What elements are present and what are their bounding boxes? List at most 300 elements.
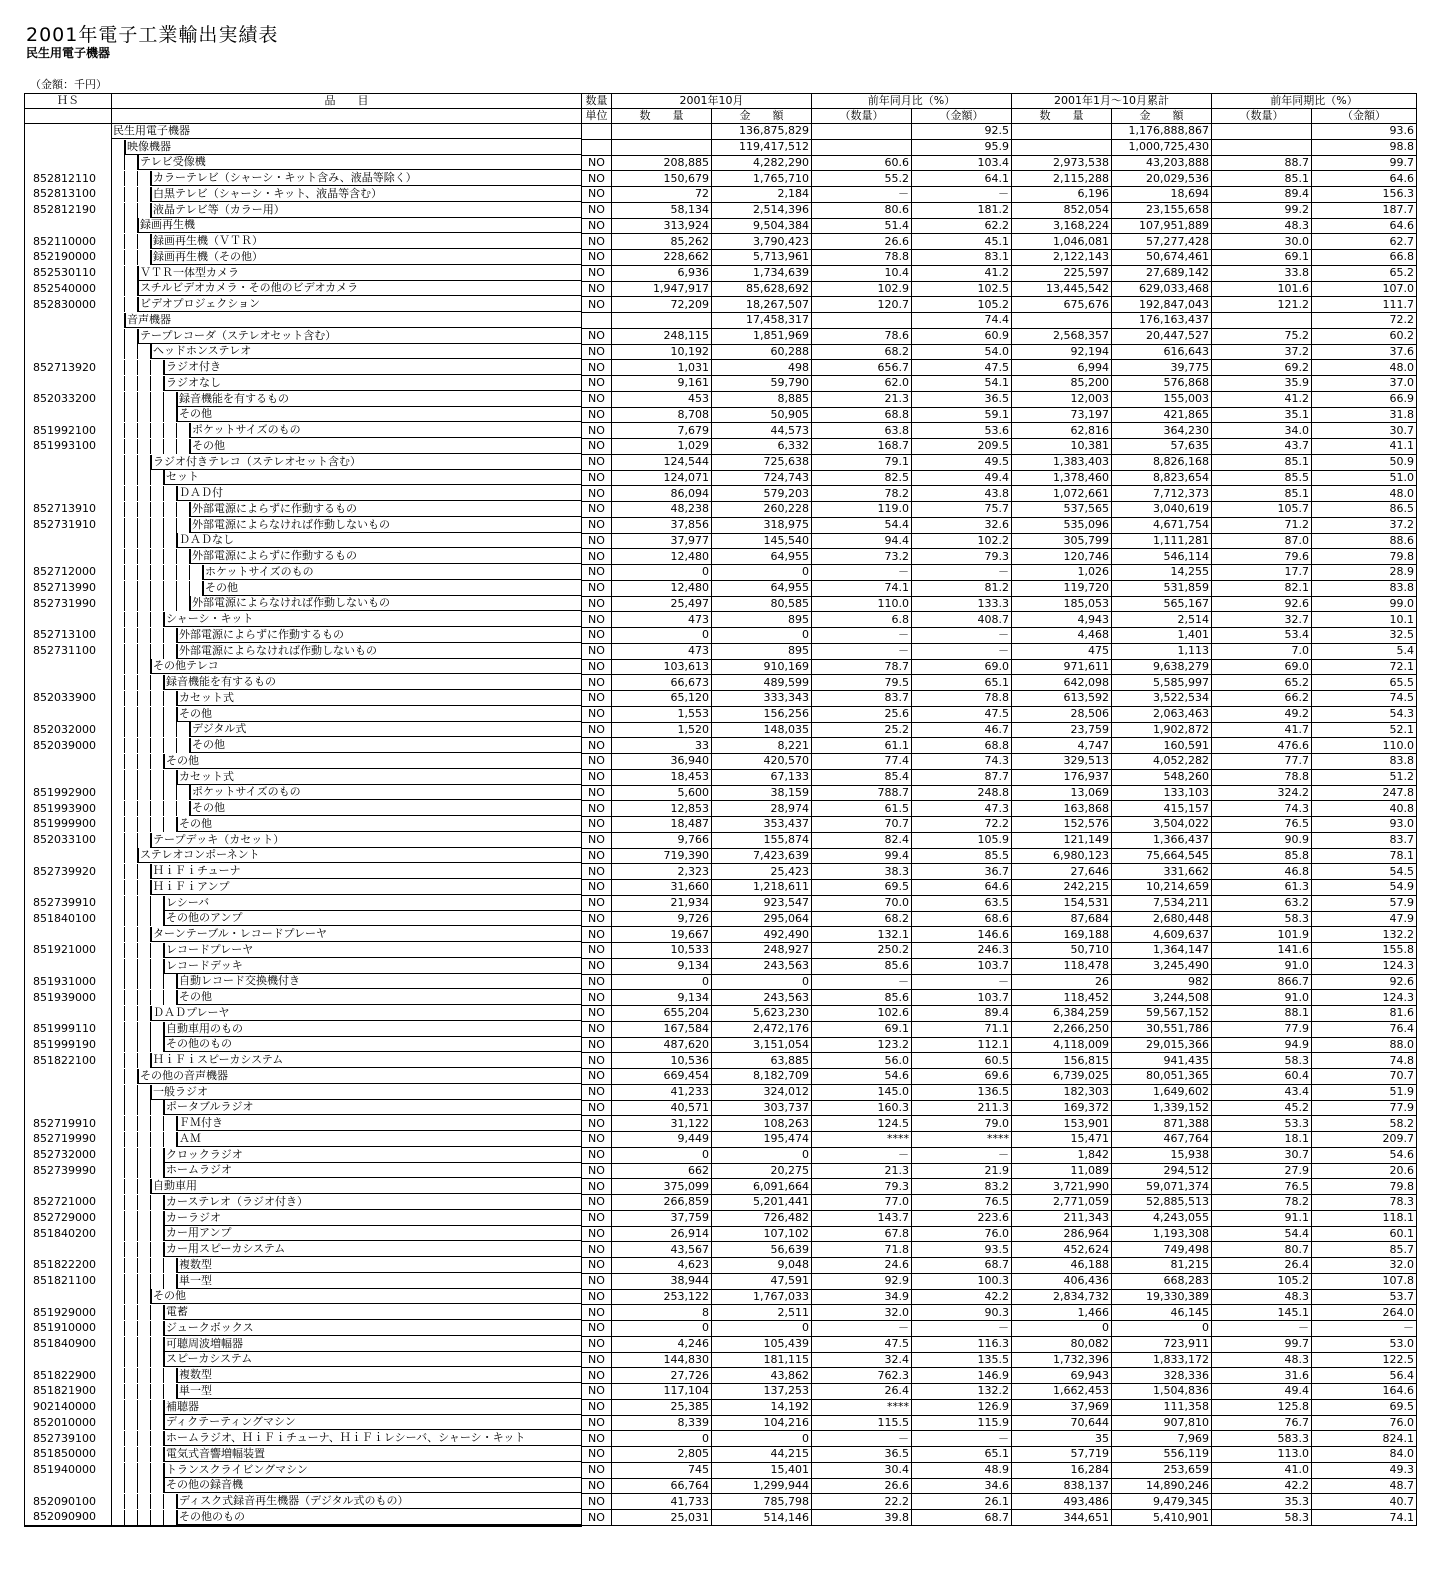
tree-line [150,1337,151,1352]
table-row [25,1415,1417,1431]
tree-line [137,344,138,359]
amount-cum: 1,339,152 [1112,1100,1212,1116]
amount-pct-cum: 83.8 [1312,580,1417,596]
amount-month: 2,472,176 [712,1021,812,1037]
item-name: カーラジオ [164,1211,581,1226]
qty-pct-month: 78.2 [812,486,912,502]
hs-code: 852739990 [25,1163,112,1179]
unit: NO [582,486,612,502]
item-name: デジタル式 [190,722,581,737]
qty-cum: 169,188 [1012,927,1112,943]
unit: NO [582,1147,612,1163]
item-name: その他テレコ [151,659,581,674]
table-row [25,281,1417,297]
qty-pct-cum: 53.3 [1212,1116,1312,1132]
amount-pct-month: 68.7 [912,1510,1012,1526]
unit: NO [582,628,612,644]
qty-pct-month: 145.0 [812,1084,912,1100]
qty-cum: 4,943 [1012,612,1112,628]
qty-cum: 6,384,259 [1012,1006,1112,1022]
hs-code: 851929000 [25,1305,112,1321]
table-row [25,659,1417,675]
qty-pct-cum: 92.6 [1212,596,1312,612]
tree-line [137,1226,138,1241]
amount-pct-month: 47.5 [912,360,1012,376]
amount-cum: 1,833,172 [1112,1352,1212,1368]
qty-cum: 46,188 [1012,1258,1112,1274]
amount-cum: 59,567,152 [1112,1006,1212,1022]
tree-line [176,581,177,596]
table-row [25,344,1417,360]
amount-cum: 133,103 [1112,785,1212,801]
unit: NO [582,817,612,833]
qty-cum: 1,466 [1012,1305,1112,1321]
item-name-cell [112,1494,582,1510]
amount-month: 63,885 [712,1053,812,1069]
hs-code: 852739100 [25,1431,112,1447]
tree-line [150,1352,151,1367]
qty-cum [1012,139,1112,155]
unit: NO [582,864,612,880]
qty-pct-month: 39.8 [812,1510,912,1526]
header-item: 品 目 [112,94,582,109]
table-row [25,1336,1417,1352]
qty-pct-cum: 53.4 [1212,628,1312,644]
item-name-cell [112,1053,582,1069]
tree-line [124,250,125,265]
amount-cum: 723,911 [1112,1336,1212,1352]
tree-line [137,1337,138,1352]
unit: NO [582,1352,612,1368]
tree-line [163,990,164,1005]
amount-month: 725,638 [712,454,812,470]
amount-pct-month: 112.1 [912,1037,1012,1053]
table-body [25,124,1417,1526]
amount-pct-cum: 64.6 [1312,218,1417,234]
unit: NO [582,643,612,659]
item-name: ＤＡＤプレーヤ [151,1006,581,1021]
tree-line [163,1494,164,1509]
amount-cum: 629,033,468 [1112,281,1212,297]
tree-line [163,549,164,564]
item-name: その他 [177,707,581,722]
qty-cum: 70,644 [1012,1415,1112,1431]
hs-code: 851940000 [25,1462,112,1478]
amount-pct-month: 100.3 [912,1273,1012,1289]
amount-month: 20,275 [712,1163,812,1179]
amount-cum: 5,585,997 [1112,675,1212,691]
amount-month: 60,288 [712,344,812,360]
item-name: ラジオ付きテレコ（ステレオセット含む） [151,455,581,470]
qty-pct-month: 83.7 [812,691,912,707]
amount-pct-month: － [912,1147,1012,1163]
qty-pct-month: 143.7 [812,1210,912,1226]
amount-pct-month: 135.5 [912,1352,1012,1368]
hs-code: 852812110 [25,171,112,187]
table-row [25,1100,1417,1116]
item-name-cell [112,895,582,911]
unit: NO [582,958,612,974]
amount-cum: 8,826,168 [1112,454,1212,470]
amount-pct-month: 181.2 [912,202,1012,218]
qty-cum: 50,710 [1012,943,1112,959]
tree-line [124,1368,125,1383]
tree-line [124,1006,125,1021]
amount-cum: 43,203,888 [1112,155,1212,171]
amount-pct-month: 90.3 [912,1305,1012,1321]
item-name-cell [112,423,582,439]
item-name-cell [112,785,582,801]
tree-line [150,1463,151,1478]
qty-pct-cum: 30.0 [1212,234,1312,250]
tree-line [124,281,125,296]
item-name: レコードデッキ [164,959,581,974]
tree-line [150,785,151,800]
amount-pct-cum: 93.0 [1312,817,1417,833]
qty-pct-month: 30.4 [812,1462,912,1478]
qty-cum: 305,799 [1012,533,1112,549]
hs-code: 851999190 [25,1037,112,1053]
item-name: その他 [203,581,581,596]
qty-month: 33 [612,738,712,754]
qty-month: 18,453 [612,769,712,785]
table-row [25,1053,1417,1069]
tree-line [137,470,138,485]
qty-pct-month: － [812,187,912,203]
header-hs-blank [25,109,112,124]
tree-line [150,1195,151,1210]
tree-line [163,581,164,596]
amount-pct-cum: 83.8 [1312,754,1417,770]
item-name-cell [112,1447,582,1463]
tree-line [137,376,138,391]
tree-line [163,691,164,706]
item-name: 録画再生機（その他） [151,250,581,265]
qty-pct-month: 24.6 [812,1258,912,1274]
tree-line [150,990,151,1005]
amount-pct-cum: 72.2 [1312,313,1417,329]
qty-month: 0 [612,628,712,644]
table-row [25,596,1417,612]
item-name-cell [112,155,582,171]
amount-cum: 1,193,308 [1112,1226,1212,1242]
qty-pct-month: － [812,1147,912,1163]
amount-month: 28,974 [712,801,812,817]
qty-month: 4,246 [612,1336,712,1352]
tree-line [150,1321,151,1336]
table-row [25,1305,1417,1321]
item-name-cell [112,880,582,896]
tree-line [124,1415,125,1430]
amount-pct-cum: 156.3 [1312,187,1417,203]
tree-line [150,596,151,611]
table-row [25,155,1417,171]
hs-code: 851821900 [25,1384,112,1400]
amount-pct-cum: 85.7 [1312,1242,1417,1258]
item-name: 映像機器 [125,140,581,155]
amount-cum: 2,680,448 [1112,911,1212,927]
qty-cum: 185,053 [1012,596,1112,612]
hs-code [25,612,112,628]
item-name-cell [112,549,582,565]
amount-pct-month: 103.7 [912,990,1012,1006]
qty-month: 8,708 [612,407,712,423]
tree-line [176,423,177,438]
item-name-cell [112,1368,582,1384]
tree-line [150,911,151,926]
hs-code [25,218,112,234]
qty-cum: 153,901 [1012,1116,1112,1132]
header-unit-bottom: 単位 [582,109,612,124]
amount-pct-cum: 111.7 [1312,297,1417,313]
amount-pct-month: **** [912,1132,1012,1148]
tree-line [163,1384,164,1399]
qty-pct-cum: 77.7 [1212,754,1312,770]
amount-cum: 331,662 [1112,864,1212,880]
amount-cum: 1,649,602 [1112,1084,1212,1100]
amount-month: 1,299,944 [712,1478,812,1494]
amount-cum: 531,859 [1112,580,1212,596]
tree-line [137,423,138,438]
qty-pct-cum: 85.1 [1212,454,1312,470]
amount-pct-cum: 28.9 [1312,565,1417,581]
qty-cum: 475 [1012,643,1112,659]
table-row [25,171,1417,187]
amount-cum: 907,810 [1112,1415,1212,1431]
item-name: その他 [151,1289,581,1304]
tree-line [163,486,164,501]
amount-cum: 548,260 [1112,769,1212,785]
table-row [25,927,1417,943]
hs-code: 852739910 [25,895,112,911]
amount-cum: 1,401 [1112,628,1212,644]
header-amt-cum: 金 額 [1112,109,1212,124]
hs-code [25,549,112,565]
amount-pct-month: 65.1 [912,675,1012,691]
qty-month: 117,104 [612,1384,712,1400]
amount-pct-month: 74.4 [912,313,1012,329]
tree-line [163,439,164,454]
amount-pct-cum: 155.8 [1312,943,1417,959]
item-name-cell [112,1478,582,1494]
item-name: その他のもの [177,1510,581,1525]
amount-pct-cum: 64.6 [1312,171,1417,187]
tree-line [150,1368,151,1383]
item-name: 自動車用 [151,1179,581,1194]
qty-cum: 2,568,357 [1012,328,1112,344]
header-qty-month: 数 量 [612,109,712,124]
qty-month: 2,805 [612,1447,712,1463]
unit: NO [582,202,612,218]
qty-month: 266,859 [612,1195,712,1211]
unit: NO [582,785,612,801]
tree-line [124,1211,125,1226]
qty-pct-cum: 45.2 [1212,1100,1312,1116]
table-row [25,139,1417,155]
table-row [25,297,1417,313]
qty-cum: 225,597 [1012,265,1112,281]
header-item-blank [112,109,582,124]
amount-month: 14,192 [712,1399,812,1415]
tree-line [150,817,151,832]
header-qty-cum: 数 量 [1012,109,1112,124]
tree-line [137,990,138,1005]
qty-cum: 176,937 [1012,769,1112,785]
item-name-cell [112,533,582,549]
table-row [25,612,1417,628]
amount-month: 785,798 [712,1494,812,1510]
qty-month: 66,673 [612,675,712,691]
qty-pct-month: 67.8 [812,1226,912,1242]
tree-line [163,1132,164,1147]
qty-pct-month: 168.7 [812,439,912,455]
unit: NO [582,1384,612,1400]
qty-pct-cum: 69.0 [1212,659,1312,675]
qty-pct-month: 54.6 [812,1069,912,1085]
amount-cum: 39,775 [1112,360,1212,376]
table-row [25,943,1417,959]
qty-pct-cum: 30.7 [1212,1147,1312,1163]
table-row [25,1037,1417,1053]
tree-line [124,1463,125,1478]
item-name-cell [112,328,582,344]
qty-pct-cum: 35.9 [1212,376,1312,392]
tree-line [150,644,151,659]
qty-month: 719,390 [612,848,712,864]
tree-line [137,896,138,911]
amount-pct-month: － [912,1431,1012,1447]
hs-code: 851939000 [25,990,112,1006]
amount-pct-month: 36.7 [912,864,1012,880]
amount-pct-month: 81.2 [912,580,1012,596]
item-name-cell [112,675,582,691]
qty-month: 31,660 [612,880,712,896]
tree-line [137,171,138,186]
amount-month: 137,253 [712,1384,812,1400]
tree-line [137,1258,138,1273]
hs-code [25,1084,112,1100]
unit: NO [582,171,612,187]
qty-cum: 80,082 [1012,1336,1112,1352]
qty-pct-cum: 75.2 [1212,328,1312,344]
unit: NO [582,1415,612,1431]
unit: NO [582,1084,612,1100]
tree-line [163,722,164,737]
qty-pct-cum: 58.3 [1212,1510,1312,1526]
amount-pct-cum: 51.2 [1312,769,1417,785]
tree-line [137,1100,138,1115]
page-subtitle: 民生用電子機器 [26,46,111,60]
hs-code: 852731910 [25,517,112,533]
table-row [25,722,1417,738]
tree-line [176,549,177,564]
item-name-cell [112,439,582,455]
amount-cum: 668,283 [1112,1273,1212,1289]
item-name-cell [112,1289,582,1305]
amount-cum: 52,885,513 [1112,1195,1212,1211]
amount-pct-month: 93.5 [912,1242,1012,1258]
qty-pct-cum: 88.7 [1212,155,1312,171]
header-amt-pct-month: （金額） [912,109,1012,124]
qty-pct-cum: 125.8 [1212,1399,1312,1415]
qty-pct-cum: 91.0 [1212,958,1312,974]
item-name-cell [112,344,582,360]
table-row [25,895,1417,911]
tree-line [137,1510,138,1525]
amount-pct-cum: 41.1 [1312,439,1417,455]
qty-pct-month: 47.5 [812,1336,912,1352]
amount-month: 107,102 [712,1226,812,1242]
qty-cum: 2,771,059 [1012,1195,1112,1211]
tree-line [124,218,125,233]
qty-month: 1,029 [612,439,712,455]
amount-cum: 7,534,211 [1112,895,1212,911]
unit: NO [582,832,612,848]
qty-month: 8 [612,1305,712,1321]
qty-cum: 73,197 [1012,407,1112,423]
unit: NO [582,1368,612,1384]
amount-cum: 2,063,463 [1112,706,1212,722]
qty-pct-month [812,313,912,329]
tree-line [124,675,125,690]
item-name-cell [112,1037,582,1053]
tree-line [124,801,125,816]
hs-code [25,1179,112,1195]
item-name: 録画再生機 [138,218,581,233]
tree-line [124,1352,125,1367]
unit [582,139,612,155]
item-name-cell [112,974,582,990]
amount-pct-month: 211.3 [912,1100,1012,1116]
qty-pct-cum: 94.9 [1212,1037,1312,1053]
tree-line [163,407,164,422]
table-row [25,911,1417,927]
unit: NO [582,234,612,250]
qty-pct-cum: 48.3 [1212,218,1312,234]
amount-month: 47,591 [712,1273,812,1289]
amount-month: 8,221 [712,738,812,754]
item-name: 民生用電子機器 [112,124,581,139]
hs-code: 851992900 [25,785,112,801]
amount-pct-cum: 65.2 [1312,265,1417,281]
amount-pct-month: 68.8 [912,738,1012,754]
qty-pct-cum: 80.7 [1212,1242,1312,1258]
tree-line [150,1148,151,1163]
amount-month: 50,905 [712,407,812,423]
tree-line [150,392,151,407]
qty-pct-cum: 121.2 [1212,297,1312,313]
amount-pct-cum: 74.8 [1312,1053,1417,1069]
table-row [25,958,1417,974]
tree-line [124,628,125,643]
unit: NO [582,454,612,470]
tree-line [137,1132,138,1147]
unit: NO [582,376,612,392]
amount-month: 295,064 [712,911,812,927]
amount-month: 243,563 [712,958,812,974]
qty-cum: 11,089 [1012,1163,1112,1179]
amount-pct-cum: 66.9 [1312,391,1417,407]
amount-cum: 4,671,754 [1112,517,1212,533]
amount-month: 44,215 [712,1447,812,1463]
qty-month: 208,885 [612,155,712,171]
item-name: 補聴器 [164,1400,581,1415]
qty-pct-cum: 101.9 [1212,927,1312,943]
unit: NO [582,612,612,628]
hs-code [25,1352,112,1368]
tree-line [137,234,138,249]
amount-cum: 3,244,508 [1112,990,1212,1006]
